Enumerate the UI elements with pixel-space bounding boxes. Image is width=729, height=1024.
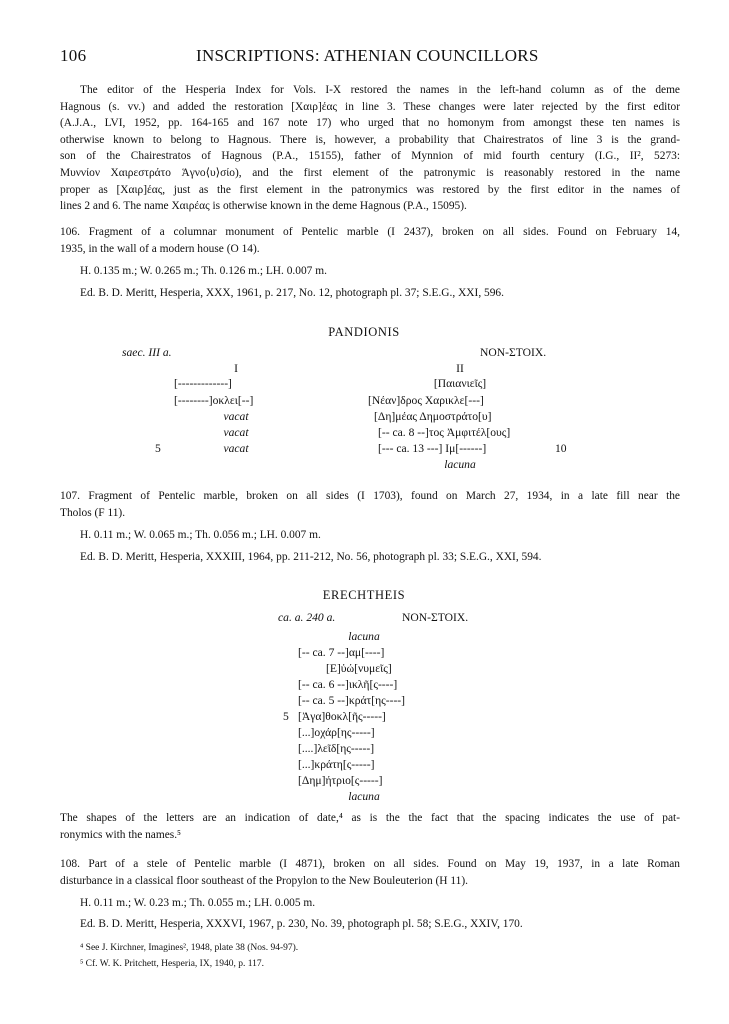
entry-106-edition: Ed. B. D. Meritt, Hesperia, XXX, 1961, p. 217, No. 12, photograph pl. 37; S.E.G., XXI, 596. (80, 287, 504, 299)
inscription-line: [....]λεῖδ[ης-----] (298, 742, 375, 755)
col2-line: [Δη]μέας Δημοστράτο[υ] (374, 410, 492, 423)
entry-106-measurements: H. 0.135 m.; W. 0.265 m.; Th. 0.126 m.; LH. 0.007 m. (80, 265, 327, 277)
col1-line: [-------------] (174, 377, 232, 390)
intro-line: lines 2 and 6. The name Χαιρέας is otherwise known in the deme Hagnous (P.A., 15095). (60, 200, 467, 213)
inscription-line: [Ἀγα]θοκλ[ῆς-----] (298, 710, 386, 723)
inscription-line: [Ε]ὐώ[νυμεῖς] (326, 662, 392, 675)
col1-line: vacat (223, 442, 249, 455)
col1-line: vacat (223, 426, 249, 439)
page-number: 106 (60, 46, 87, 65)
description-line: 108. Part of a stele of Pentelic marble (I 4871), broken on all sides. Found on May 19, 1937, in a late Roman (60, 858, 680, 870)
entry-107-note (60, 810, 680, 843)
intro-paragraph-body (60, 99, 680, 215)
erechtheis-date: ca. a. 240 a. (278, 611, 336, 624)
entry-107-description (60, 488, 680, 521)
intro-line: (A.J.A., LVI, 1952, pp. 164-165 and 167 note 17) who urged that no homonym from amongst these ten names is (60, 117, 680, 130)
line-number-10: 10 (555, 442, 567, 455)
col2-line: [-- ca. 8 --]τος Ἀμφιτέλ[ους] (378, 426, 511, 439)
inscription-line: [...]κράτη[ς-----] (298, 758, 375, 771)
pandionis-style: NON-ΣΤΟΙΧ. (480, 346, 547, 359)
col2-line: [--- ca. 13 ---] Ιμ[------] (378, 442, 487, 455)
intro-line: proper as [Χαιρ]έας, just as the first element in the patronymics was restored by the first editor in the names of (60, 183, 680, 196)
pandionis-title: PANDIONIS (328, 325, 400, 339)
col1-line: vacat (223, 410, 249, 423)
note-line: The shapes of the letters are an indication of date,⁴ as is the the fact that the spacing indicates the use of pat- (60, 812, 680, 824)
inscription-line: [-- ca. 5 --]κράτ[ης----] (298, 694, 406, 707)
inscription-line: [-- ca. 7 --]αμ[----] (298, 646, 385, 659)
intro-paragraph (80, 82, 680, 99)
column-1-heading: I (234, 362, 238, 375)
entry-106-description (60, 224, 680, 257)
entry-108-measurements: H. 0.11 m.; W. 0.23 m.; Th. 0.055 m.; LH. 0.005 m. (80, 897, 316, 909)
inscription-line: [-- ca. 6 --]ικλῆ[ς----] (298, 678, 398, 691)
intro-line: Μυννίον Χαιρεστράτο Ἁγνο⟨υ⟩σίο), and the first element of the patronymic is reasonably restored in the name (60, 166, 680, 179)
inscription-lacuna: lacuna (348, 790, 380, 803)
intro-line: son of the Chairestratos of Hagnous (P.A., 15155), father of Mynnion of mid fourth century (I.G., II², 5273: (60, 150, 680, 163)
running-title: INSCRIPTIONS: ATHENIAN COUNCILLORS (196, 46, 539, 65)
description-line: disturbance in a classical floor southeast of the Propylon to the New Bouleuterion (H 11). (60, 874, 468, 887)
erechtheis-title: ERECHTHEIS (322, 588, 406, 602)
inscription-line: [Δημ]ήτριο[ς-----] (298, 774, 383, 787)
inscription-lacuna: lacuna (348, 630, 380, 643)
intro-line: otherwise known to belong to Hagnous. There is, however, a probability that Chairestratos of line 3 is the grand- (60, 133, 680, 146)
intro-line: The editor of the Hesperia Index for Vols. I-X restored the names in the left-hand column as of the deme (80, 84, 680, 96)
line-number-5: 5 (283, 710, 289, 723)
entry-107-edition: Ed. B. D. Meritt, Hesperia, XXXIII, 1964, pp. 211-212, No. 56, photograph pl. 33; S.E.G., XXI, 594. (80, 551, 542, 563)
description-line: 106. Fragment of a columnar monument of Pentelic marble (I 2437), broken on all sides. Found on February 14, (60, 226, 680, 238)
entry-107-measurements: H. 0.11 m.; W. 0.065 m.; Th. 0.056 m.; LH. 0.007 m. (80, 529, 321, 541)
footnote-4: ⁴ See J. Kirchner, Imagines², 1948, plate 38 (Nos. 94-97). (80, 943, 299, 953)
entry-108-edition: Ed. B. D. Meritt, Hesperia, XXXVI, 1967, p. 230, No. 39, photograph pl. 58; S.E.G., XXIV, 170. (80, 918, 523, 930)
erechtheis-style: NON-ΣΤΟΙΧ. (402, 611, 469, 624)
col2-line: [Νέαν]δρος Χαρικλε[---] (368, 394, 484, 407)
entry-108-description (60, 856, 680, 889)
description-line: 1935, in the wall of a modern house (O 14). (60, 242, 260, 255)
inscription-line: [...]οχάρ[ης-----] (298, 726, 375, 739)
col2-line: [Παιανιεῖς] (433, 377, 487, 390)
col1-line: [--------]οκλει[--] (174, 394, 254, 407)
line-number-5: 5 (155, 442, 161, 455)
col2-lacuna: lacuna (444, 458, 476, 471)
description-line: Tholos (F 11). (60, 506, 126, 519)
footnote-5: ⁵ Cf. W. K. Pritchett, Hesperia, IX, 1940, p. 117. (80, 959, 264, 969)
description-line: 107. Fragment of Pentelic marble, broken on all sides (I 1703), found on March 27, 1934, in a late fill near the (60, 490, 680, 502)
pandionis-date: saec. III a. (122, 346, 172, 359)
column-2-heading: II (456, 362, 464, 375)
note-line: ronymics with the names.⁵ (60, 828, 182, 841)
intro-line: Hagnous (s. vv.) and added the restoration [Χαιρ]έας in line 3. These changes were later rejected by the first editor (60, 100, 680, 113)
